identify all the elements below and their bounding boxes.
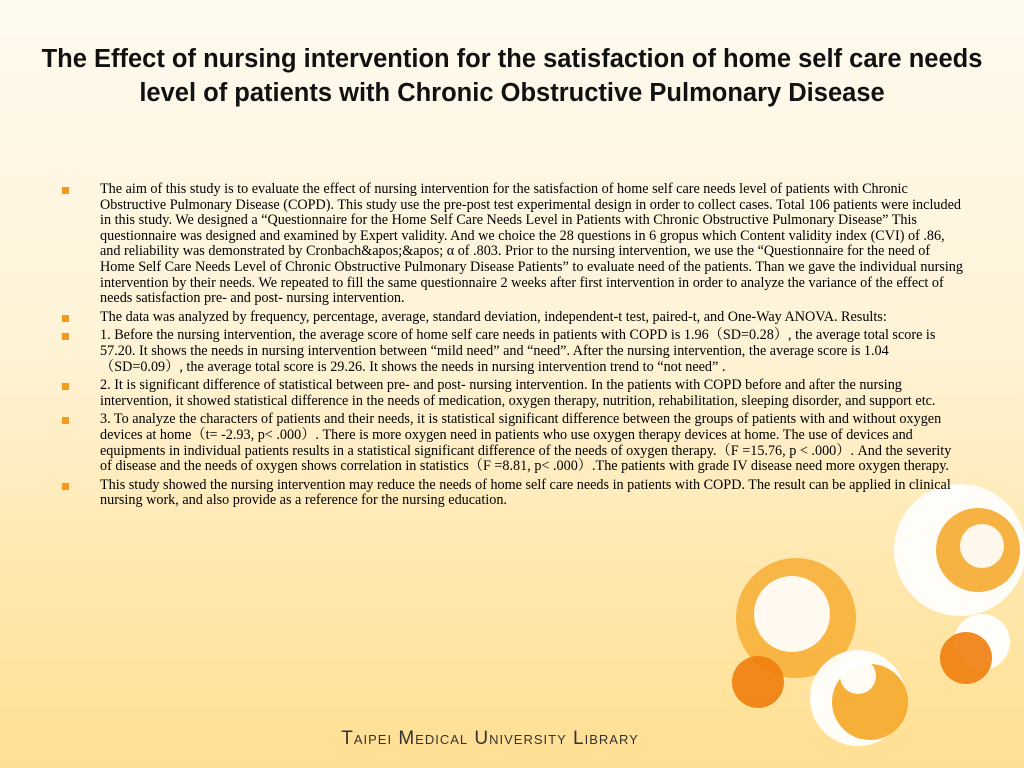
bullet-item-analysis [60, 310, 965, 326]
bullet-list [60, 182, 965, 512]
square-bullet-icon [62, 315, 69, 322]
bullet-item-result-1 [60, 328, 965, 375]
slide-title: The Effect of nursing intervention for the satisfaction of home self care needs level of patients with Chronic Obstructive Pulmonary Disease [41, 45, 983, 107]
square-bullet-icon [62, 187, 69, 194]
footer-library-name: Taipei Medical University Library [341, 728, 639, 749]
bullet-item-result-2 [60, 378, 965, 409]
decorative-circle-inner-white-mid [754, 576, 830, 652]
bullet-item-result-3 [60, 412, 965, 474]
bullet-text: This study showed the nursing intervention may reduce the needs of home self care needs in patients with COPD. The result can be applied in clinical nursing work, and also provide as a reference for the nursing education. [100, 476, 951, 509]
decorative-circle-inner-white-bottom [840, 658, 876, 694]
square-bullet-icon [62, 383, 69, 390]
decorative-circles [720, 480, 1024, 768]
decorative-circle-dark-orange-bottom [732, 656, 784, 708]
bullet-text: 1. Before the nursing intervention, the average score of home self care needs in patients with COPD is 1.96（SD=0.28）, the average total score is 57.20. It shows the needs in nursing intervention between “mild need” and “need”. After the nursing intervention, the average score is 1.04（SD=0.09）, the average total score is 29.26. It shows the needs in nursing intervention trend to “not need” . [100, 327, 936, 375]
decorative-circle-dark-orange-right [940, 632, 992, 684]
bullet-item-aim [60, 182, 965, 307]
bullet-text: 2. It is significant difference of statistical between pre- and post- nursing intervention. In the patients with COPD before and after the nursing intervention, it showed statistical difference in the needs of medication, oxygen therapy, nutrition, rehabilitation, sleeping disorder, and support etc. [100, 377, 936, 409]
bullet-item-conclusion [60, 478, 965, 509]
bullet-text: 3. To analyze the characters of patients and their needs, it is statistical significant difference between the groups of patients with and without oxygen devices at home（t= -2.93, p< .000）. There is more oxygen need in patients who use oxygen therapy devices at home. The use of devices and equipments in individual patients results in a statistical significant difference of the needs of oxygen therapy.（F =15.76, p < .000）. And the severity of disease and the needs of oxygen shows correlation in statistics（F =8.81, p< .000）.The patients with grade IV disease need more oxygen therapy. [100, 411, 952, 475]
decorative-circle-inner-white-top [960, 524, 1004, 568]
square-bullet-icon [62, 483, 69, 490]
square-bullet-icon [62, 417, 69, 424]
bullet-text: The data was analyzed by frequency, percentage, average, standard deviation, independent-t test, paired-t, and One-Way ANOVA. Results: [100, 308, 887, 325]
square-bullet-icon [62, 333, 69, 340]
bullet-text: The aim of this study is to evaluate the effect of nursing intervention for the satisfaction of home self care needs level of patients with Chronic Obstructive Pulmonary Disease (COPD). This study use the pre-post test experimental design in order to collect cases. Total 106 patients were included in this study. We designed a “Questionnaire for the Home Self Care Needs Level in Patients with Chronic Obstructive Pulmonary Disease” This questionnaire was designed and examined by Expert validity. And we choice the 28 questions in 6 gropus which Content validity index (CVI) of .86, and reliability was demonstrated by Cronbach&apos;&apos; α of .803. Prior to the nursing intervention, we use the “Questionnaire for the need of Home Self Care Needs Level of Chronic Obstructive Pulmonary Disease Patients” to evaluate need of the patients. Than we gave the individual nursing intervention by their needs. We repeated to fill the same questionnaire 2 weeks after first intervention in order to analyze the variance of the effect of needs satisfaction pre- and post- nursing intervention. [100, 181, 963, 307]
